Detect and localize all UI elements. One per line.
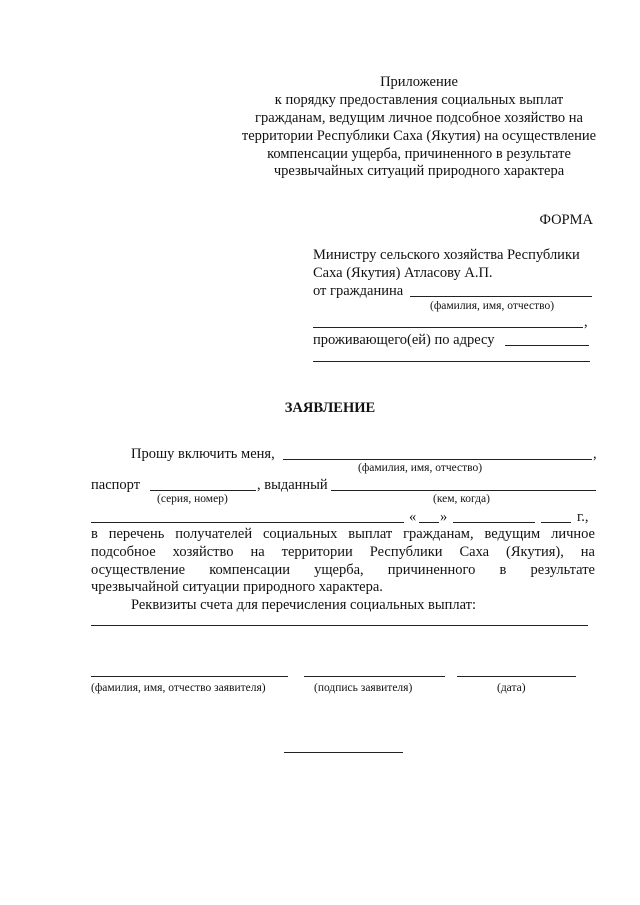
header-line-4: территории Республики Саха (Якутия) на осуществление	[241, 128, 597, 144]
signature-date-field[interactable]	[457, 676, 576, 677]
paragraph-line-4: чрезвычайной ситуации природного характера.	[91, 579, 383, 595]
year-suffix: г.,	[577, 509, 589, 525]
from-name-caption: (фамилия, имя, отчество)	[430, 300, 555, 312]
addressee-line-1: Министру сельского хозяйства Республики	[313, 247, 580, 263]
issued-label: , выданный	[257, 477, 328, 493]
residing-label: проживающего(ей) по адресу	[313, 332, 495, 348]
issued-by-field[interactable]	[331, 490, 596, 491]
name-comma: ,	[584, 314, 588, 330]
applicant-name-signature-field[interactable]	[91, 676, 288, 677]
address-field[interactable]	[505, 345, 589, 346]
request-label: Прошу включить меня,	[131, 446, 275, 462]
header-line-2: к порядку предоставления социальных выплат	[274, 92, 564, 108]
closing-rule	[284, 752, 403, 753]
issued-by-continuation-field[interactable]	[91, 522, 404, 523]
date-open-quote: «	[409, 509, 417, 525]
series-caption: (серия, номер)	[157, 493, 228, 505]
paragraph-line-3: осуществление компенсации ущерба, причиненного в результате	[91, 562, 595, 578]
date-month-field[interactable]	[453, 522, 535, 523]
form-label: ФОРМА	[539, 212, 593, 228]
paragraph-line-2: подсобное хозяйство на территории Республики Саха (Якутия), на	[91, 544, 595, 560]
document-title: ЗАЯВЛЕНИЕ	[284, 400, 376, 416]
request-comma: ,	[593, 446, 597, 462]
signature-caption: (подпись заявителя)	[314, 682, 413, 694]
header-line-6: чрезвычайных ситуаций природного характера	[273, 163, 565, 179]
date-day-field[interactable]	[419, 522, 439, 523]
address-continuation-field[interactable]	[313, 361, 590, 362]
header-line-3: гражданам, ведущим личное подсобное хозяйство на	[255, 110, 583, 126]
passport-label: паспорт	[91, 477, 141, 493]
account-details-field[interactable]	[91, 625, 588, 626]
issuer-caption: (кем, когда)	[433, 493, 490, 505]
name-continuation-field[interactable]	[313, 327, 583, 328]
passport-number-field[interactable]	[150, 490, 256, 491]
applicant-name-field[interactable]	[283, 459, 592, 460]
from-name-field[interactable]	[410, 296, 592, 297]
from-label: от гражданина	[313, 283, 404, 299]
addressee-line-2: Саха (Якутия) Атласову А.П.	[313, 265, 493, 281]
account-details-label: Реквизиты счета для перечисления социальных выплат:	[131, 597, 477, 613]
signature-name-caption: (фамилия, имя, отчество заявителя)	[91, 682, 266, 694]
date-close-quote: »	[440, 509, 448, 525]
signature-field[interactable]	[304, 676, 445, 677]
signature-date-caption: (дата)	[497, 682, 526, 694]
header-line-5: компенсации ущерба, причиненного в результате	[267, 146, 571, 162]
applicant-name-caption: (фамилия, имя, отчество)	[358, 462, 483, 474]
paragraph-line-1: в перечень получателей социальных выплат гражданам, ведущим личное	[91, 526, 595, 542]
date-year-field[interactable]	[541, 522, 571, 523]
header-line-1: Приложение	[380, 74, 458, 90]
